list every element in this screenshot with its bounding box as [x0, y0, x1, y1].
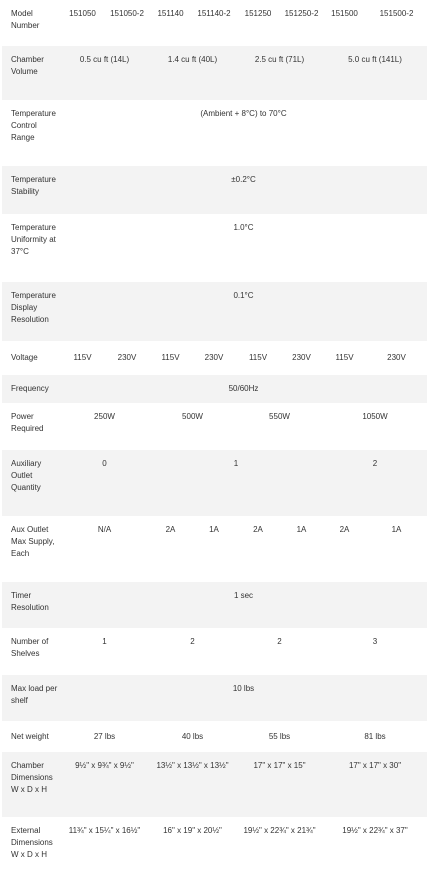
value-cell: 1A: [391, 525, 402, 534]
value-cell: 2A: [253, 525, 263, 534]
row-frequency: [2, 375, 427, 403]
value-cell: 1.4 cu ft (40L): [149, 46, 236, 100]
row-label: Temperature Display Resolution: [2, 282, 60, 341]
model-cell: 151050: [69, 9, 96, 18]
value-cell: 1A: [296, 525, 307, 534]
value-cell: 2.5 cu ft (71L): [236, 46, 323, 100]
value-cell: 50/60Hz: [60, 375, 427, 403]
row-model-number: [2, 0, 427, 46]
row-label: Temperature Stability: [2, 166, 60, 214]
row-label: Power Required: [11, 412, 44, 433]
row-label: Frequency: [2, 375, 60, 403]
row-label: Temperature Uniformity at 37°C: [11, 223, 56, 256]
value-cell: 2A: [339, 525, 350, 534]
value-cell: 2: [190, 637, 195, 646]
row-label: Max load per shelf: [2, 675, 60, 721]
value-cell: 115V: [248, 353, 268, 362]
row-label: Chamber Volume: [2, 46, 60, 100]
model-cell: 151500: [331, 9, 358, 18]
row-label: Voltage: [11, 353, 38, 362]
value-cell: (Ambient + 8°C) to 70°C: [200, 109, 287, 118]
model-cell: 151250-2: [284, 9, 319, 18]
model-cell: 151500-2: [379, 9, 414, 18]
value-cell: 1050W: [362, 412, 388, 421]
row-number-of-shelves: [2, 628, 427, 675]
row-aux-outlet-max-supply: [2, 516, 427, 582]
value-cell: 13½" x 13½" x 13½": [149, 752, 236, 817]
row-label: Net weight: [11, 731, 49, 741]
row-label: Model Number: [11, 9, 40, 30]
value-cell: 0: [60, 450, 149, 516]
row-net-weight: [2, 721, 427, 752]
value-cell: 1.0°C: [233, 223, 254, 232]
value-cell: 9½" x 9¾" x 9½": [60, 752, 149, 817]
value-cell: 1A: [209, 525, 219, 534]
value-cell: 55 lbs: [268, 731, 291, 741]
row-chamber-dimensions: [2, 752, 427, 817]
value-cell: 230V: [204, 353, 224, 362]
value-cell: 2: [323, 450, 427, 516]
row-voltage: [2, 341, 427, 375]
row-temperature-control-range: [2, 100, 427, 166]
value-cell: 17" x 17" x 30": [323, 752, 427, 817]
value-cell: 1: [149, 450, 323, 516]
value-cell: 81 lbs: [364, 731, 386, 741]
value-cell: 40 lbs: [181, 731, 204, 741]
row-power-required: [2, 403, 427, 450]
row-label: Number of Shelves: [11, 637, 49, 658]
value-cell: 550W: [269, 412, 290, 421]
row-label: Auxiliary Outlet Quantity: [2, 450, 60, 516]
value-cell: 230V: [117, 353, 137, 362]
value-cell: 0.5 cu ft (14L): [60, 46, 149, 100]
row-auxiliary-outlet-quantity: [2, 450, 427, 516]
row-external-dimensions: [2, 817, 427, 881]
value-cell: 3: [372, 637, 378, 646]
value-cell: 2A: [165, 525, 176, 534]
row-label: Timer Resolution: [2, 582, 60, 628]
value-cell: 1: [102, 637, 107, 646]
row-temperature-display-resolution: [2, 282, 427, 341]
row-temperature-stability: [2, 166, 427, 214]
value-cell: 500W: [182, 412, 203, 421]
value-cell: 19½" x 22¾" x 37": [342, 826, 408, 835]
row-label: External Dimensions W x D x H: [11, 826, 53, 859]
model-cell: 151050-2: [110, 9, 144, 18]
row-label: Temperature Control Range: [11, 109, 56, 142]
value-cell: 115V: [73, 353, 92, 362]
value-cell: N/A: [97, 525, 112, 534]
row-timer-resolution: [2, 582, 427, 628]
value-cell: ±0.2°C: [60, 166, 427, 214]
value-cell: 250W: [94, 412, 115, 421]
value-cell: 5.0 cu ft (141L): [323, 46, 427, 100]
value-cell: 16" x 19" x 20½": [163, 826, 222, 835]
specifications-table: [2, 0, 427, 881]
value-cell: 0.1°C: [60, 282, 427, 341]
value-cell: 230V: [292, 353, 311, 362]
row-chamber-volume: [2, 46, 427, 100]
value-cell: 2: [277, 637, 282, 646]
value-cell: 27 lbs: [93, 731, 116, 741]
model-cell: 151140-2: [197, 9, 231, 18]
value-cell: 230V: [387, 353, 406, 362]
value-cell: 17" x 17" x 15": [236, 752, 323, 817]
value-cell: 19½" x 22¾" x 21¾": [243, 826, 316, 835]
model-cell: 151250: [244, 9, 272, 18]
value-cell: 10 lbs: [60, 675, 427, 721]
row-label: Aux Outlet Max Supply, Each: [11, 525, 55, 558]
value-cell: 1 sec: [60, 582, 427, 628]
row-max-load-per-shelf: [2, 675, 427, 721]
value-cell: 115V: [161, 353, 180, 362]
row-label: Chamber Dimensions W x D x H: [2, 752, 60, 817]
value-cell: 11¾" x 15¼" x 16½": [68, 826, 141, 835]
value-cell: 115V: [335, 353, 354, 362]
row-temperature-uniformity: [2, 214, 427, 282]
model-cell: 151140: [157, 9, 184, 18]
